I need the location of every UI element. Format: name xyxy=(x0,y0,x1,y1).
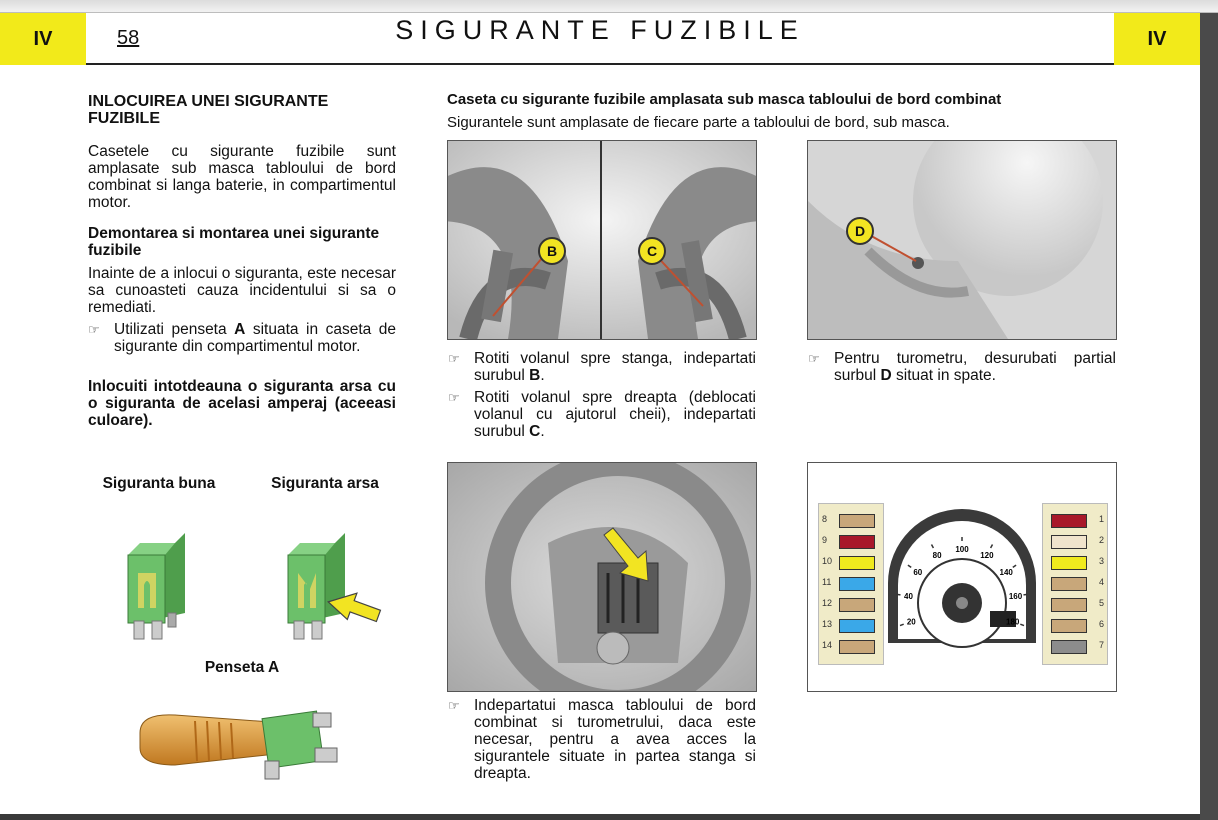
fuse-color-swatch xyxy=(839,535,875,549)
fuse-number: 10 xyxy=(822,556,833,566)
subheading: Demontarea si montarea unei sigurante fuzibile xyxy=(88,225,380,259)
fuse-slot xyxy=(1043,615,1107,635)
fuse-color-swatch xyxy=(839,514,875,528)
fuse-number: 1 xyxy=(1098,514,1104,524)
fuse-color-swatch xyxy=(839,619,875,633)
fuse-number: 7 xyxy=(1098,640,1104,650)
fuse-layout-diagram xyxy=(807,462,1117,692)
fuse-number: 6 xyxy=(1098,619,1104,629)
chapter-tab-left: IV xyxy=(0,13,86,65)
title-rule xyxy=(86,63,1114,65)
callout-d: D xyxy=(846,217,874,245)
page-number: 58 xyxy=(117,27,140,49)
speed-label: 80 xyxy=(932,551,942,561)
tweezer-illustration xyxy=(135,693,365,783)
bullet-remove-mask: ☞ Indepartatui masca tabloului de bord combinat si turometrului, daca este necesar, pentru a avea acces la sigurantele situate in partea stanga si dreapta. xyxy=(448,697,756,782)
dashboard-mask-photo xyxy=(447,462,757,692)
speed-tick xyxy=(1024,594,1028,595)
section-heading: INLOCUIREA UNEI SIGURANTE FUZIBILE xyxy=(88,93,329,127)
pointing-hand-icon: ☞ xyxy=(448,351,460,366)
speed-label: 20 xyxy=(906,617,916,627)
callout-b: B xyxy=(538,237,566,265)
bullet-turn-left: ☞ Rotiti volanul spre stanga, indepartati surubul B. xyxy=(448,350,756,384)
fuse-number: 4 xyxy=(1098,577,1104,587)
fuse-slot xyxy=(1043,552,1107,572)
fuse-blown-label: Siguranta arsa xyxy=(271,475,379,492)
fuse-color-swatch xyxy=(1051,598,1087,612)
fuse-slot xyxy=(1043,510,1107,530)
viewer-bottom-strip xyxy=(0,814,1200,820)
speed-label: 120 xyxy=(980,551,994,561)
fuse-number: 8 xyxy=(822,514,828,524)
fuse-slot xyxy=(819,510,883,530)
pointing-hand-icon: ☞ xyxy=(88,322,100,337)
right-fuse-panel xyxy=(1042,503,1108,665)
tachometer-photo-d xyxy=(807,140,1117,340)
chapter-tab-right: IV xyxy=(1114,13,1200,65)
tweezer-label: Penseta A xyxy=(204,659,280,676)
fuse-color-swatch xyxy=(839,556,875,570)
fuse-slot xyxy=(1043,636,1107,656)
fuse-slot xyxy=(819,636,883,656)
fuse-number: 9 xyxy=(822,535,828,545)
fuse-good-label: Siguranta buna xyxy=(102,475,216,492)
fuse-slot xyxy=(819,594,883,614)
instruction-paragraph: Inainte de a inlocui o siguranta, este necesar sa cunoasteti cauza incidentului si sa o remediati. xyxy=(88,265,396,316)
fuse-slot xyxy=(1043,531,1107,551)
pointing-hand-icon: ☞ xyxy=(448,390,460,405)
fuse-color-swatch xyxy=(1051,535,1087,549)
good-fuse-illustration xyxy=(120,533,200,643)
fusebox-heading: Caseta cu sigurante fuzibile amplasata sub masca tabloului de bord combinat xyxy=(447,91,1002,108)
fuse-number: 13 xyxy=(822,619,833,629)
speedometer-gauge xyxy=(880,503,1044,653)
speed-label: 180 xyxy=(1006,617,1020,627)
viewer-scrollbar[interactable] xyxy=(1200,13,1218,820)
viewer-top-strip xyxy=(0,0,1218,13)
fuse-slot xyxy=(1043,573,1107,593)
fuse-color-swatch xyxy=(839,577,875,591)
tweezer-bullet: ☞ Utilizati penseta A situata in caseta de sigurante din compartimentul motor. xyxy=(88,321,396,355)
fuse-color-swatch xyxy=(1051,514,1087,528)
steering-wheel-photo-b-c xyxy=(447,140,757,340)
callout-c: C xyxy=(638,237,666,265)
pointing-hand-icon: ☞ xyxy=(448,698,460,713)
fuse-color-swatch xyxy=(1051,577,1087,591)
pointing-hand-icon: ☞ xyxy=(808,351,820,366)
intro-paragraph: Casetele cu sigurante fuzibile sunt amplasate sub masca tabloului de bord combinat si langa baterie, in compartimentul motor. xyxy=(88,143,396,211)
fuse-number: 12 xyxy=(822,598,833,608)
manual-page xyxy=(0,13,1200,814)
speed-label: 40 xyxy=(904,592,913,601)
blown-fuse-illustration xyxy=(280,533,390,643)
fuse-number: 2 xyxy=(1098,535,1104,545)
speed-tick xyxy=(897,594,901,595)
speed-label: 140 xyxy=(999,568,1013,577)
speed-label: 60 xyxy=(913,568,923,577)
bullet-turn-right: ☞ Rotiti volanul spre dreapta (deblocati volanul cu ajutorul cheii), indepartati surubul C. xyxy=(448,389,756,440)
fuse-slot xyxy=(1043,594,1107,614)
fuse-color-swatch xyxy=(839,598,875,612)
fuse-slot xyxy=(819,531,883,551)
speed-label: 160 xyxy=(1008,592,1023,601)
fuse-slot xyxy=(819,573,883,593)
fusebox-subtitle: Sigurantele sunt amplasate de fiecare parte a tabloului de bord, sub masca. xyxy=(447,114,950,131)
fuse-number: 5 xyxy=(1098,598,1104,608)
fuse-slot xyxy=(819,552,883,572)
speed-label: 100 xyxy=(955,545,969,554)
fuse-color-swatch xyxy=(1051,556,1087,570)
fuse-slot xyxy=(819,615,883,635)
fuse-color-swatch xyxy=(1051,640,1087,654)
warning-note: Inlocuiti intotdeauna o siguranta arsa cu o siguranta de acelasi amperaj (aceeasi culoare). xyxy=(88,378,396,429)
page-title: SIGURANTE FUZIBILE xyxy=(395,15,805,45)
fuse-number: 14 xyxy=(822,640,833,650)
fuse-number: 11 xyxy=(822,577,832,587)
fuse-color-swatch xyxy=(1051,619,1087,633)
left-fuse-panel xyxy=(818,503,884,665)
fuse-color-swatch xyxy=(839,640,875,654)
fuse-number: 3 xyxy=(1098,556,1104,566)
bullet-tachometer: ☞ Pentru turometru, desurubati partial surbul D situat in spate. xyxy=(808,350,1116,384)
